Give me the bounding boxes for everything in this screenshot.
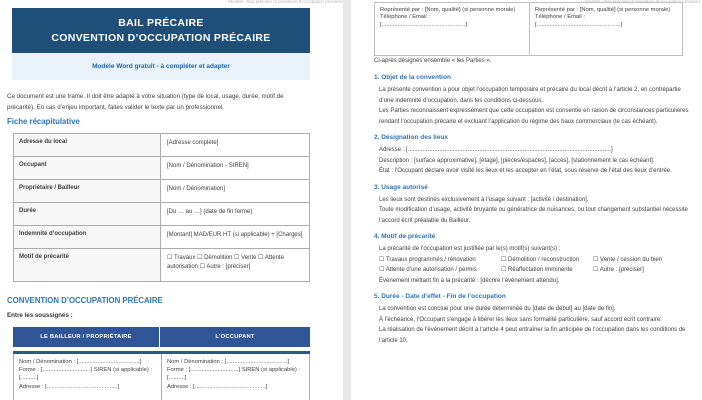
page-2: [351, 0, 702, 400]
cell-line: Forme : [..............................] SIREN (si applicable) : [..........]: [19, 367, 153, 382]
section-2-paragraph: Description : [surface approximative], [étage], [pièces/espaces], [accès], [stationnement le cas échéant].: [379, 157, 655, 164]
recap-table: [13, 133, 310, 282]
checkbox-item: ☐ Démolition / reconstruction: [501, 256, 580, 263]
cell-line: [....................................................]: [380, 21, 467, 28]
row-value: ☐ Travaux ☐ Démolition ☐ Vente ☐ Attente autorisation ☐ Autre : [préciser]: [167, 255, 284, 270]
row-label: Durée: [14, 203, 161, 225]
page-gutter: [343, 0, 351, 400]
cell-line: [....................................................]: [535, 21, 622, 28]
row-value: [Du … au …] (date de fin ferme): [167, 209, 253, 215]
cell-line: Représenté par : [Nom, qualité] (si personne morale): [380, 7, 516, 13]
cell-line: Adresse : [............................................]: [19, 383, 120, 390]
cell-line: Nom / Dénomination : [......................................]: [19, 359, 142, 365]
running-header: Modèle - Bail précaire (Convention d’occupation précaire): [228, 0, 343, 4]
cell-line: Représenté par : [Nom, qualité] (si personne morale): [535, 7, 671, 13]
intro-paragraph: Ce document est une trame. Il doit être adapté à votre situation (type de local, usage, durée, motif de précarité). En cas d’enjeu important, faites valider le texte par un professionnel.: [7, 93, 284, 111]
section-5-paragraph: À l’échéance, l’Occupant s’engage à libérer les lieux sans formalité particulière, sauf accord écrit contraire.: [379, 316, 662, 323]
running-header: Modèle - Bail précaire (Convention d’occupation précaire): [585, 0, 700, 4]
row-value: [Montant] MAD/EUR HT (si applicable) + [Charges]: [167, 232, 303, 238]
row-label: Occupant: [14, 157, 161, 179]
section-2-paragraph: État : l’Occupant déclare avoir visité les lieux et les accepter en l’état, sous réserve de l’état des lieux d’entrée.: [379, 168, 672, 174]
title-line-2: CONVENTION D’OCCUPATION PRÉCAIRE: [51, 32, 271, 44]
checkbox-row: [374, 265, 696, 276]
table-row: [14, 249, 309, 282]
header-bailleur: LE BAILLEUR / PROPRIÉTAIRE: [40, 334, 132, 340]
row-label: Propriétaire / Bailleur: [14, 180, 161, 202]
checkbox-item: ☐ Autre : [préciser]: [593, 267, 644, 273]
section-5-paragraph: La réalisation de l’événement décrit à l’article 4 peut entraîner la fin anticipée de l’occupation dans les conditions de l’article 10.: [379, 327, 686, 344]
title-line-1: BAIL PRÉCAIRE: [118, 17, 204, 29]
convention-heading: CONVENTION D’OCCUPATION PRÉCAIRE: [7, 296, 163, 305]
continuation-table: [374, 2, 683, 56]
section-5-heading: 5. Durée - Date d’effet - Fin de l’occupation: [374, 293, 506, 300]
cell-line: Adresse : [............................................]: [167, 383, 268, 390]
parties-note: Ci-après désignés ensemble « les Parties ».: [374, 58, 492, 64]
subtitle-text: Modèle Word gratuit - à compléter et adapter: [92, 63, 230, 70]
checkbox-item: ☐ Réaffectation imminente: [501, 267, 573, 273]
table-row: [14, 226, 309, 249]
recap-heading: Fiche récapitulative: [7, 117, 80, 126]
occupant-cell: [529, 3, 682, 55]
bailleur-cell: [375, 3, 529, 55]
section-3-heading: 3. Usage autorisé: [374, 183, 428, 191]
row-label: Motif de précarité: [14, 249, 161, 281]
article-flow: [374, 56, 696, 346]
row-label: Indemnité d’occupation: [14, 226, 161, 248]
row-label: Adresse du local: [14, 134, 161, 156]
parties-table-header: [13, 327, 310, 347]
section-2-paragraph: Adresse : [..........................................................................................................................]: [379, 147, 613, 153]
cell-line: Forme : [..............................] SIREN (si applicable) : [..........]: [167, 367, 301, 382]
header-occupant: L’OCCUPANT: [159, 327, 310, 347]
section-5-paragraph: La convention est conclue pour une durée déterminée du [date de début] au [date de fin].: [379, 306, 616, 312]
table-row: [14, 203, 309, 226]
section-4-paragraph: Événement mettant fin à la précarité : [décrire l’événement attendu].: [379, 277, 560, 284]
section-1-heading: 1. Objet de la convention: [374, 74, 451, 81]
row-value: [Nom / Dénomination - SIREN]: [167, 163, 249, 169]
checkbox-item: ☐ Travaux programmés / rénovation: [379, 256, 476, 263]
between-label: Entre les soussignés :: [7, 312, 73, 319]
section-1-paragraph: Les Parties reconnaissent expressément que cette occupation est consentie en raison de circonstances particulières rendant l’occupation précaire et excluant l’application du régime des baux commerciaux (le cas échéant).: [379, 108, 689, 125]
occupant-cell: [161, 354, 309, 400]
subtitle-bar: [12, 53, 310, 80]
section-3-paragraph: Les lieux sont destinés exclusivement à l’usage suivant : [activité / destination].: [379, 196, 589, 203]
section-4-heading: 4. Motif de précarité: [374, 233, 436, 240]
page-1: [0, 0, 343, 400]
checkbox-item: ☐ Attente d’une autorisation / permis: [379, 267, 477, 273]
table-row: [14, 180, 309, 203]
parties-table-body: [13, 354, 310, 400]
table-row: [14, 157, 309, 180]
section-3-paragraph: Toute modification d’usage, activité bruyante ou génératrice de nuisances, ou tout changement substantiel nécessite l’accord écrit préalable du Bailleur.: [379, 207, 688, 224]
parties-table: [13, 327, 310, 400]
checkbox-item: ☐ Vente / cession du bien: [593, 256, 663, 263]
cell-line: Téléphone / Email :: [380, 14, 430, 21]
section-4-paragraph: La précarité de l’occupation est justifiée par le(s) motif(s) suivant(s) :: [379, 246, 561, 252]
row-value: [Adresse complète]: [167, 140, 219, 146]
cell-line: Téléphone / Email :: [535, 14, 585, 21]
bailleur-cell: [14, 354, 161, 400]
table-row: [14, 134, 309, 157]
section-1-paragraph: La présente convention a pour objet l’occupation temporaire et précaire du local décrit à l’article 2, en contrepartie d’une indemnité d’occupation, dans les conditions ci-dessous.: [379, 87, 681, 104]
cell-line: Nom / Dénomination : [......................................]: [167, 359, 290, 365]
row-value: [Nom / Dénomination]: [167, 186, 226, 192]
title-banner: [12, 8, 310, 53]
checkbox-row: [374, 255, 696, 266]
section-2-heading: 2. Désignation des lieux: [374, 134, 449, 141]
